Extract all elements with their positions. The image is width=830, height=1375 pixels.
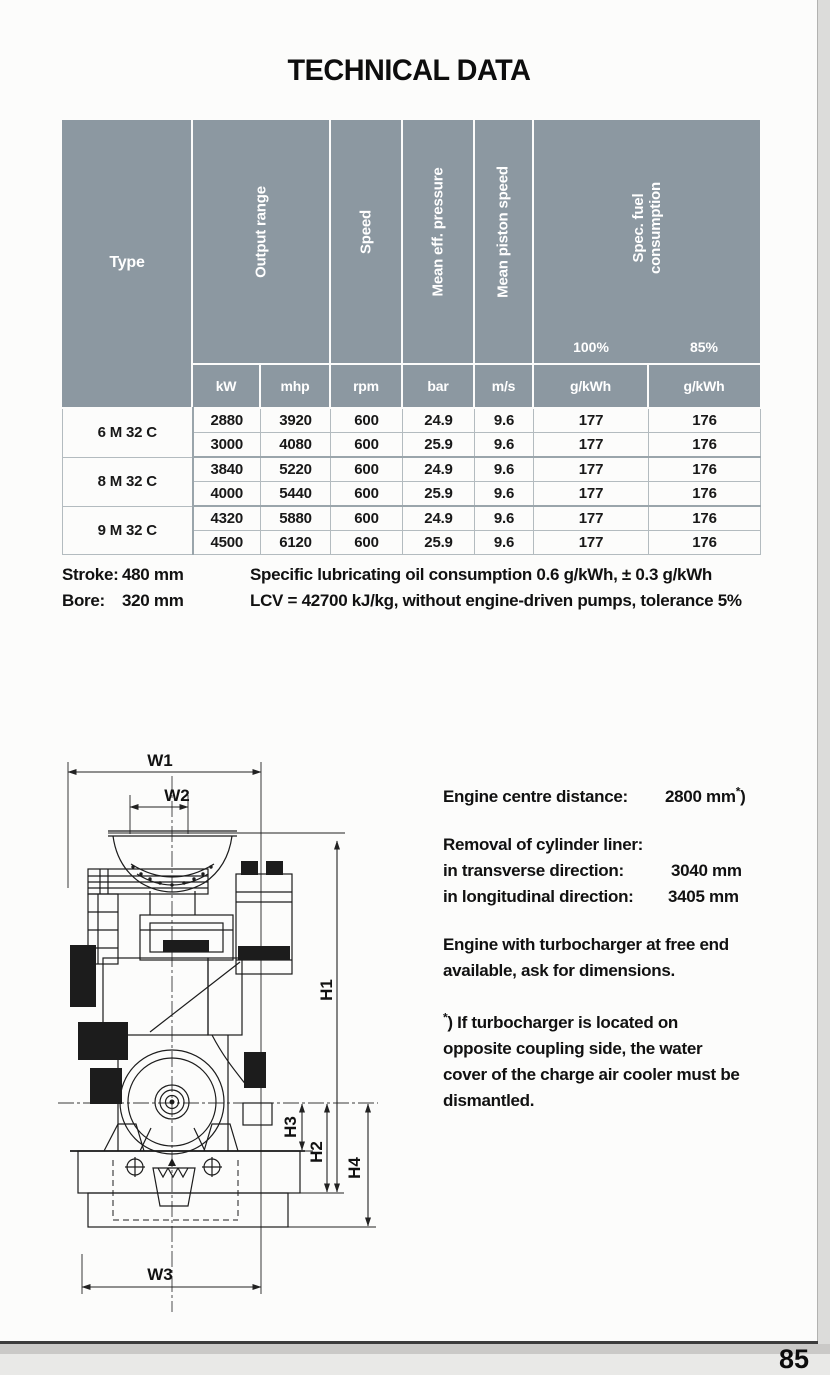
note-liner-removal (443, 832, 742, 910)
liner-longitudinal (443, 884, 739, 910)
dim-label-h2: H2 (307, 1141, 326, 1163)
liner-longitudinal-label: in longitudinal direction: (443, 887, 634, 906)
centre-distance-suffix: ) (740, 787, 746, 806)
data-cell: 4500 (193, 531, 261, 555)
table-header (62, 120, 760, 407)
data-cell: 9.6 (475, 506, 534, 531)
page-number: 85 (779, 1344, 810, 1374)
column-header-speed: Speed (357, 209, 375, 255)
engine-type-cell: 9 M 32 C (63, 506, 193, 555)
centre-distance-number: 2800 mm (665, 787, 736, 806)
data-cell: 9.6 (475, 531, 534, 555)
data-cell: 176 (649, 482, 761, 507)
data-cell: 9.6 (475, 433, 534, 458)
data-cell: 177 (534, 408, 649, 433)
data-cell: 25.9 (403, 531, 475, 555)
data-cell: 177 (534, 482, 649, 507)
stroke-label: Stroke: (62, 565, 119, 584)
data-cell: 5440 (261, 482, 331, 507)
data-cell: 3920 (261, 408, 331, 433)
spec-fuel-line2: consumption (647, 182, 664, 274)
dim-label-w2: W2 (164, 786, 190, 805)
data-cell: 176 (649, 506, 761, 531)
column-header-mean-piston-speed: Mean piston speed (494, 166, 512, 298)
note-turbocharger (443, 932, 729, 984)
engine-type-cell: 8 M 32 C (63, 457, 193, 506)
data-cell: 600 (331, 482, 403, 507)
bore-value: 320 mm (122, 591, 184, 610)
page-title: TECHNICAL DATA (287, 54, 531, 87)
dim-label-w3: W3 (147, 1265, 173, 1284)
unit-cell-gkwh-85: g/kWh (683, 378, 725, 394)
stroke-bore-specs (62, 562, 184, 614)
stroke-value: 480 mm (122, 565, 184, 584)
table-row (63, 457, 761, 482)
engine-drawing (45, 735, 395, 1315)
column-header-spec-fuel-consumption (630, 182, 664, 274)
note-engine-centre-distance (443, 784, 746, 810)
data-cell: 24.9 (403, 457, 475, 482)
footnote-text-1: ) If turbocharger is located on (447, 1013, 678, 1032)
data-cell: 4320 (193, 506, 261, 531)
unit-cell-rpm: rpm (353, 378, 379, 394)
technical-data-table (62, 120, 760, 555)
data-cell: 600 (331, 433, 403, 458)
dim-label-w1: W1 (147, 751, 173, 770)
units-row (62, 365, 760, 407)
footnote-line-2: opposite coupling side, the water (443, 1039, 703, 1058)
data-cell: 4080 (261, 433, 331, 458)
consumption-specs (250, 562, 742, 614)
load-100-label: 100% (573, 339, 609, 355)
turbo-line-2: available, ask for dimensions. (443, 961, 675, 980)
data-cell: 9.6 (475, 408, 534, 433)
turbo-line-1: Engine with turbocharger at free end (443, 935, 729, 954)
spec-bore (62, 588, 184, 614)
data-cell: 24.9 (403, 408, 475, 433)
data-cell: 9.6 (475, 457, 534, 482)
column-header-mean-eff-pressure: Mean eff. pressure (429, 167, 447, 297)
data-table-body (62, 407, 761, 555)
footnote-line-1 (443, 1010, 740, 1036)
liner-transverse (443, 858, 742, 884)
table-row (63, 506, 761, 531)
data-cell: 5880 (261, 506, 331, 531)
note-footnote (443, 1010, 740, 1114)
liner-transverse-label: in transverse direction: (443, 861, 624, 880)
page-edge-strip (817, 0, 830, 1354)
data-cell: 177 (534, 531, 649, 555)
load-85-label: 85% (689, 339, 719, 355)
data-cell: 5220 (261, 457, 331, 482)
data-cell: 176 (649, 457, 761, 482)
data-cell: 3840 (193, 457, 261, 482)
unit-cell-bar: bar (427, 378, 449, 394)
data-cell: 25.9 (403, 482, 475, 507)
liner-transverse-value: 3040 mm (671, 861, 742, 880)
footnote-star: * (443, 1010, 448, 1025)
data-cell: 600 (331, 531, 403, 555)
liner-title: Removal of cylinder liner: (443, 835, 644, 854)
data-cell: 177 (534, 506, 649, 531)
lube-oil-line: Specific lubricating oil consumption 0.6 g/kWh, ± 0.3 g/kWh (250, 565, 713, 584)
data-cell: 177 (534, 433, 649, 458)
data-cell: 600 (331, 408, 403, 433)
footer-band (0, 1344, 830, 1354)
data-cell: 6120 (261, 531, 331, 555)
unit-cell-ms: m/s (491, 378, 516, 394)
centre-distance-value (665, 784, 745, 810)
spec-fuel-line1: Spec. fuel (630, 193, 647, 263)
dim-label-h1: H1 (317, 979, 336, 1001)
footnote-line-4: dismantled. (443, 1091, 535, 1110)
data-cell: 176 (649, 433, 761, 458)
data-cell: 2880 (193, 408, 261, 433)
data-cell: 600 (331, 457, 403, 482)
footnote-line-3: cover of the charge air cooler must be (443, 1065, 740, 1084)
unit-cell-kw: kW (215, 378, 237, 394)
data-cell: 176 (649, 531, 761, 555)
centre-distance-label: Engine centre distance: (443, 787, 628, 806)
lcv-line: LCV = 42700 kJ/kg, without engine-driven pumps, tolerance 5% (250, 591, 742, 610)
data-cell: 24.9 (403, 506, 475, 531)
dim-label-h3: H3 (281, 1116, 300, 1138)
bore-label: Bore: (62, 591, 105, 610)
data-cell: 9.6 (475, 482, 534, 507)
liner-longitudinal-value: 3405 mm (668, 887, 739, 906)
engine-type-cell: 6 M 32 C (63, 408, 193, 457)
data-cell: 4000 (193, 482, 261, 507)
unit-cell-mhp: mhp (280, 378, 310, 394)
data-cell: 25.9 (403, 433, 475, 458)
table-row (63, 408, 761, 433)
data-cell: 176 (649, 408, 761, 433)
type-column-header: Type (109, 254, 145, 271)
dim-label-h4: H4 (345, 1157, 364, 1179)
spec-stroke (62, 562, 184, 588)
footnote-star-marker: * (735, 784, 741, 799)
engine-dimension-diagram (45, 735, 395, 1315)
data-cell: 600 (331, 506, 403, 531)
data-cell: 177 (534, 457, 649, 482)
column-header-output-range: Output range (252, 186, 270, 278)
unit-cell-gkwh-100: g/kWh (570, 378, 611, 394)
data-cell: 3000 (193, 433, 261, 458)
